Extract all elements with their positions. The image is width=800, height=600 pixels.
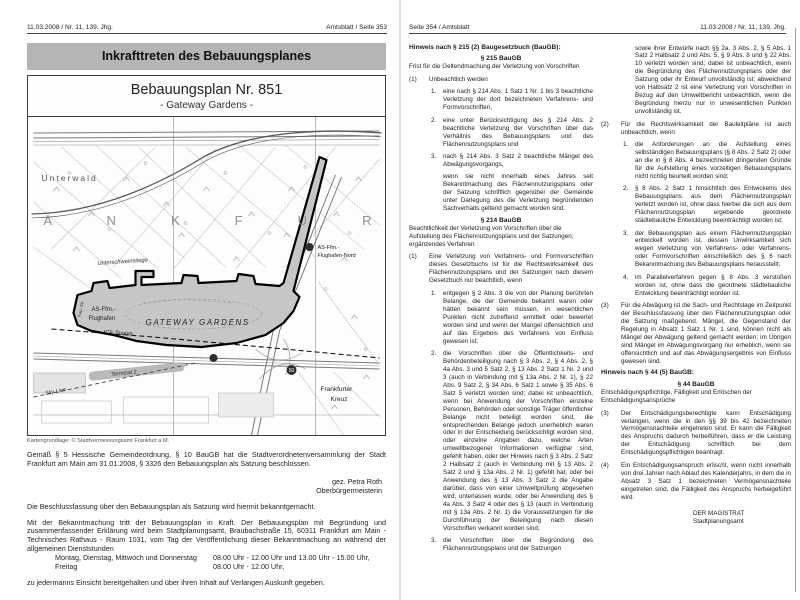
list-marker: 2. [623, 185, 629, 193]
list-marker: 3. [431, 537, 437, 545]
para-214-subtitle: Beachtlichkeit der Verletzung von Vorschriften über die Aufstellung des Flächennutzungsplans und der Satzungen; ergänzendes Verfahren [409, 225, 574, 249]
absatz-4 [601, 462, 791, 502]
list-text: Für die Rechtswirksamkeit der Bauleitpläne ist auch unbeachtlich, wenn [621, 120, 791, 136]
signature-line: DER MAGISTRAT [693, 509, 745, 517]
list-marker: (1) [409, 75, 417, 83]
list-marker: 1. [431, 289, 437, 297]
list-text: der Bebauungsplan aus einem Flächennutzungsplan entwickelt worden ist, dessen Unwirksamkeit sich wegen Verletzung von Verfahrens- oder Verfahrens- oder Formvorschriften einschließlich des § 6 nach Bekanntmachung des Bebauungsplans herausstellt; [635, 229, 791, 269]
label-as-nord-2: Flughafen-Nord [317, 253, 356, 259]
opening-hours-row [55, 563, 386, 572]
list-text: eine unter Berücksichtigung des § 214 Abs. 2 beachtliche Verletzung der Vorschriften über das Verhältnis des Bebauungsplans und des Flächennutzungsplans und [443, 116, 593, 148]
list-text: die Vorschriften über die Öffentlichkeits- und Behördenbeteiligung nach § 3 Abs. 2, § 4 Abs. 2, § 4a Abs. 3 und 5 Satz 2, § 13 Abs. 2 Satz 1 Nr. 2 und 3 (auch in Verbindung mit § 13a Abs. 2 Nr. 1), § 22 Abs. 9 Satz 2, § 34 Abs. 6 Satz 1 sowie § 35 Abs. 6 Satz 5 verletzt worden sind; dabei ist unbeachtlich, wenn bei Anwendung der Vorschriften einzelne Personen, Behörden oder sonstige Träger öffentlicher Belange nicht beteiligt worden sind, die entsprechenden Belange jedoch unerheblich waren oder in der Entscheidung berücksichtigt worden sind, oder einzelne Angaben dazu, welche Arten umweltbezogener Informationen verfügbar sind, gefehlt haben, oder der Hinweis nach § 3 Abs. 2 Satz 2 Halbsatz 2 (auch in Verbindung mit § 13 Abs. 2 Satz 2 und § 13a Abs. 2 Nr. 1) gefehlt hat, oder bei Anwendung des § 13 Abs. 3 Satz 2 die Angabe darüber, dass von einer Umweltprüfung abgesehen wird, unterlassen wurde, oder bei Anwendung des § 4a Abs. 3 Satz 4 oder des § 13 (auch in Verbindung mit § 13a Abs. 2 Nr. 1) die Voraussetzungen für die Durchführung der Beteiligung nach diesen Vorschriften verkannt worden sind; [443, 349, 593, 532]
header-page-number: Seite 354 / Amtsblatt [409, 24, 470, 31]
signature-line: Stadtplanungsamt [693, 518, 744, 526]
interchange-ramps [256, 339, 306, 379]
list-text: Eine Verletzung von Verfahrens- und Formvorschriften dieses Gesetzbuchs ist für die Rechtswirksamkeit des Flächennutzungsplans und der Satzungen nach diesem Gesetzbuch nur beachtlich, wenn [429, 253, 593, 285]
label-skyline: Sky Line [44, 387, 67, 397]
signature-magistrat [693, 510, 791, 527]
list-text: die Anforderungen an die Aufstellung eines selbständigen Bebauungsplans (§ 8 Abs. 2 Satz 2) oder an die in § 8 Abs. 4 bezeichneten dringenden Gründe für die Aufstellung eines vorzeitigen Bebauungsplans nicht richtig beurteilt worden sind; [635, 140, 791, 180]
list-text: nach § 214 Abs. 3 Satz 2 beachtliche Mängel des Abwägungsvorgangs, [443, 152, 593, 168]
text-column-1 [409, 40, 593, 592]
signature-title: Oberbürgermeisterin [316, 485, 382, 495]
header-date: 11.03.2008 / Nr. 11, 139. Jhg. [700, 24, 786, 31]
label-as-nord-1: AS-Ffm.- [317, 245, 340, 251]
badge-50-label: 50 [288, 368, 295, 374]
list-item [623, 185, 791, 225]
motorway-a3-lower [34, 353, 380, 369]
airport-area [34, 362, 274, 423]
list-item [431, 88, 593, 112]
list-marker: 4. [623, 273, 629, 281]
page-header [27, 24, 387, 34]
plan-figure [27, 75, 386, 436]
hours-days: Freitag [55, 562, 78, 572]
label-ice-trasse: ICE-Trasse [103, 330, 133, 338]
absatz-2 [601, 121, 791, 137]
label-gateway-gardens: GATEWAY GARDENS [145, 318, 250, 327]
continuation: sowie ihrer Entwürfe nach §§ 2a, 3 Abs. 2, § 5 Abs. 1 Satz 2 Halbsatz 2 und Abs. 5, § 9 Abs. 8 und § 22 Abs. 10 verletzt worden sind; dabei ist unbeachtlich, wenn die Begründung des Flächennutzungsplans oder der Satzung oder ihr Entwurf unvollständig ist; abweichend von Halbsatz 2 ist eine Verletzung von Vorschriften in Bezug auf den Umweltbericht unbeachtlich, wenn die Begründung hierzu nur in unwesentlichen Punkten unvollständig ist. [635, 44, 791, 116]
para-215-heading: § 215 BauGB [480, 55, 522, 63]
absatz-1 [409, 253, 593, 285]
list-marker: 3. [431, 152, 437, 160]
list-marker: 3. [623, 229, 629, 237]
list-marker: (2) [601, 120, 609, 128]
figure-caption: Kartengrundlage: © Stadtvermessungsamt Frankfurt a.M. [27, 438, 170, 444]
list-marker: (4) [601, 461, 609, 469]
list-item [431, 153, 593, 169]
list-marker: (3) [601, 302, 609, 310]
para-44-subtitle: Entschädigungspflichtige, Fälligkeit und Erlöschen der Entschädigungsansprüche [601, 389, 752, 405]
label-frankfurt-letters: A N K F U R [43, 213, 372, 228]
list-marker: 1. [623, 140, 629, 148]
absatz-3b [601, 410, 791, 458]
label-unterwald: Unterwald [41, 173, 98, 183]
list-marker: 1. [431, 88, 437, 96]
list-item [431, 537, 593, 553]
motorway-a3-top [34, 131, 380, 142]
header-date: 11.03.2008 / Nr. 11, 139. Jhg. [27, 24, 113, 31]
para-44-heading: § 44 BauGB [677, 381, 715, 389]
hours-time: 08.00 Uhr - 12.00 Uhr und 13.00 Uhr - 15.00 Uhr, [213, 553, 370, 563]
paragraph-announcement: Die Beschlussfassung über den Bebauungsplan als Satzung wird hiermit bekanntgemacht. [27, 501, 316, 511]
paragraph-closing: zu jedermanns Einsicht bereitgehalten und über ihren Inhalt auf Verlangen Auskunft gegeben. [27, 577, 325, 587]
page-header [409, 24, 786, 34]
list-text: die Vorschriften über die Begründung des Flächennutzungsplans und der Satzungen [443, 537, 593, 553]
absatz-1 [409, 76, 593, 84]
list-text: Der Entschädigungsberechtigte kann Entschädigung verlangen, wenn die in den §§ 39 bis 42 bezeichneten Vermögensnachteile eingetreten sind. Er kann die Fälligkeit des Anspruchs dadurch herbeiführen, dass er die Leistung der Entschädigung schriftlich bei dem Entschädigungspflichtigen beantragt. [621, 409, 791, 457]
list-item [431, 117, 593, 149]
para-214-heading: § 214 BauGB [480, 217, 522, 225]
hours-time: 08.00 Uhr - 12.00 Uhr, [213, 562, 285, 572]
list-item [623, 230, 791, 270]
list-item [431, 350, 593, 533]
list-text: Ein Entschädigungsanspruch erlischt, wenn nicht innerhalb von drei Jahren nach Ablauf des Kalenderjahrs, in dem die in Absatz 3 Satz 1 bezeichneten Vermögensnachteile eingetreten sind, die Fälligkeit des Anspruchs herbeigeführt wird. [621, 461, 791, 501]
figure-subtitle: - Gateway Gardens - [160, 100, 253, 111]
scan-page-edge [795, 28, 796, 592]
continuation: wenn sie nicht innerhalb eines Jahres seit Bekanntmachung des Flächennutzungsplans oder der Satzung schriftlich gegenüber der Gemeinde unter Darlegung des die Verletzung begründenden Sachverhalts geltend gemacht worden sind. [443, 173, 593, 213]
para-215-subtitle: Frist für die Geltendmachung der Verletzung von Vorschriften [409, 63, 580, 71]
label-kreuz: Kreuz [330, 396, 348, 403]
label-kap-str: Kap.-Str. [76, 300, 85, 318]
page-354 [401, 0, 800, 600]
list-marker: 2. [431, 349, 437, 357]
list-text: entgegen § 2 Abs. 3 die von der Planung berührten Belange, die der Gemeinde bekannt waren oder hätten bekannt sein müssen, in wesentlichen Punkten nicht zutreffend ermittelt oder bewertet worden sind und wenn der Mangel offensichtlich und auf das Ergebnis des Verfahrens von Einfluss gewesen ist; [443, 289, 593, 345]
list-marker: 2. [431, 116, 437, 124]
header-page-number: Amtsblatt / Seite 353 [326, 24, 387, 31]
hours-days: Montag, Dienstag, Mittwoch und Donnerstag [55, 553, 197, 563]
label-unterschweinstiege: Unterschweinstiege [97, 257, 149, 267]
list-text: eine nach § 214 Abs. 1 Satz 1 Nr. 1 bis 3 beachtliche Verletzung der dort bezeichneten Verfahrens- und Formvorschriften, [443, 88, 593, 112]
terminal-2-building [88, 362, 184, 381]
label-as-flughafen-1: AS-Ffm.- [91, 307, 116, 313]
paragraph-resolution: Gemäß § 5 Hessische Gemeindeordnung, § 10 BauGB hat die Stadtverordnetenversammlung der Stadt Frankfurt am Main am 31.01.2008, § 3326 den Bebauungsplan als Satzung beschlossen. [27, 450, 386, 468]
list-marker: (3) [601, 409, 609, 417]
paragraph-inspection: Mit der Bekanntmachung tritt der Bebauungsplan in Kraft. Der Bebauungsplan mit Begründung und zusammenfassender Erklärung wird beim Stadtplanungsamt, Braubachstraße 15, 60311 Frankfurt am Main - Technisches Rathaus - Raum 1031, vom Tag der Veröffentlichung dieser Bekanntmachung an während der allgemeinen Dienststunden [27, 517, 386, 554]
absatz-3 [601, 302, 791, 366]
list-text: § 8 Abs. 2 Satz 1 hinsichtlich des Entwickelns des Bebauungsplans aus dem Flächennutzungsplan verletzt worden ist, ohne dass hierbei die sich aus dem Flächennutzungsplan ergebende geordnete städtebauliche Entwicklung beeinträchtigt worden ist; [635, 185, 791, 225]
list-item [623, 274, 791, 298]
list-text: Für die Abwägung ist die Sach- und Rechtslage im Zeitpunkt der Beschlussfassung über den Flächennutzungsplan oder die Satzung maßgebend. Mängel, die Gegenstand der Regelung in Absatz 1 Satz 1 Nr. 1 sind, können nicht als Mängel der Abwägung geltend gemacht werden; im Übrigen sind Mängel im Abwägungsvorgang nur erheblich, wenn sie offensichtlich und auf das Abwägungsergebnis von Einfluss gewesen sind. [621, 302, 791, 365]
signature-block [27, 478, 382, 496]
page-353 [0, 0, 399, 600]
figure-title: Bebauungsplan Nr. 851 [130, 82, 283, 98]
hinweis-215-heading: Hinweis nach § 215 (2) Baugesetzbuch (BauGB): [409, 43, 561, 51]
list-item [431, 290, 593, 346]
text-column-2 [601, 40, 791, 592]
article-title: Inkrafttreten des Bebauungsplanes [27, 43, 386, 70]
list-item [623, 141, 791, 181]
label-terminal-2: Terminal 2 [111, 369, 137, 378]
hinweis-44-heading: Hinweis nach § 44 (5) BauGB: [601, 369, 695, 377]
label-as-flughafen-2: Flughafen [88, 316, 116, 322]
label-frankfurter: Frankfurter [320, 386, 353, 393]
page-body [27, 43, 386, 588]
figure-title-box [28, 76, 385, 117]
list-text: im Parallelverfahren gegen § 8 Abs. 3 verstoßen worden ist, ohne dass die geordnete städtebauliche Entwicklung beeinträchtigt worden ist. [635, 273, 791, 297]
list-text: Unbeachtlich werden [429, 75, 488, 83]
list-marker: (1) [409, 253, 417, 261]
signature-name: gez. Petra Roth [332, 476, 382, 486]
site-plan-map [28, 117, 385, 435]
